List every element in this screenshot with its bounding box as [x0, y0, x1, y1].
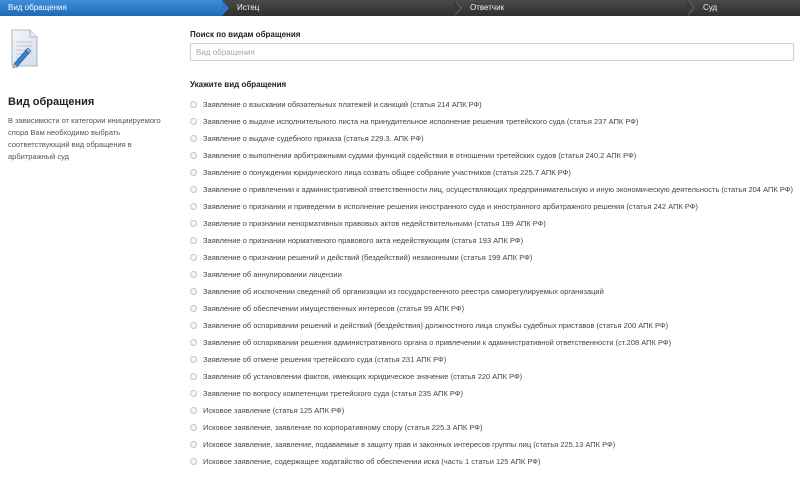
case-type-option[interactable]: [189, 164, 800, 181]
option-label: Заявление об исключении сведений об организации из государственного реестра саморегулируемых организаций: [203, 287, 604, 296]
sidebar-title: Вид обращения: [8, 96, 95, 108]
radio-button[interactable]: [190, 203, 197, 210]
case-type-option[interactable]: [189, 436, 800, 453]
case-type-option[interactable]: [189, 419, 800, 436]
search-input[interactable]: [190, 43, 794, 61]
option-label: Заявление об обеспечении имущественных интересов (статья 99 АПК РФ): [203, 304, 465, 313]
radio-button[interactable]: [190, 186, 197, 193]
document-edit-icon: [6, 26, 44, 70]
case-type-option[interactable]: [189, 334, 800, 351]
option-label: Заявление о взыскании обязательных платежей и санкций (статья 214 АПК РФ): [203, 100, 482, 109]
case-type-option[interactable]: [189, 198, 800, 215]
option-label: Заявление о признании решений и действий (бездействий) незаконными (статья 199 АПК РФ): [203, 253, 533, 262]
option-label: Заявление об оспаривании решения административного органа о привлечении к административной ответственности (ст.208 АПК РФ): [203, 338, 672, 347]
case-type-options: [189, 96, 800, 470]
case-type-option[interactable]: [189, 266, 800, 283]
radio-button[interactable]: [190, 390, 197, 397]
step-court[interactable]: [695, 0, 800, 16]
step-plaintiff[interactable]: [229, 0, 455, 16]
radio-button[interactable]: [190, 101, 197, 108]
option-label: Заявление о выдаче судебного приказа (статья 229.3. АПК РФ): [203, 134, 424, 143]
radio-button[interactable]: [190, 356, 197, 363]
radio-button[interactable]: [190, 288, 197, 295]
option-label: Заявление об оспаривании решений и действий (бездействия) должностного лица службы судебных приставов (статья 200 АПК РФ): [203, 321, 669, 330]
radio-button[interactable]: [190, 237, 197, 244]
case-type-option[interactable]: [189, 249, 800, 266]
case-type-option[interactable]: [189, 130, 800, 147]
radio-button[interactable]: [190, 254, 197, 261]
option-label: Исковое заявление, заявление, подаваемые в защиту прав и законных интересов группы лиц (статья 225.13 АПК РФ): [203, 440, 616, 449]
case-type-option[interactable]: [189, 351, 800, 368]
sidebar: [0, 16, 180, 487]
radio-button[interactable]: [190, 135, 197, 142]
option-label: Исковое заявление, содержащее ходатайство об обеспечении иска (часть 1 статьи 125 АПК РФ): [203, 457, 541, 466]
option-label: Заявление о привлечении к административной ответственности лиц, осуществляющих предпринимательскую и иную экономическую деятельность (статья 204 АПК РФ): [203, 185, 793, 194]
radio-button[interactable]: [190, 220, 197, 227]
step-label: Вид обращения: [8, 3, 67, 12]
option-label: Заявление о признании нормативного правового акта недействующим (статья 193 АПК РФ): [203, 236, 524, 245]
radio-button[interactable]: [190, 271, 197, 278]
radio-button[interactable]: [190, 458, 197, 465]
main-content: [189, 16, 800, 487]
step-arrow-divider-inner: [687, 0, 693, 16]
option-label: Заявление о выдаче исполнительного листа на принудительное исполнение решения третейского суда (статья 237 АПК РФ): [203, 117, 639, 126]
case-type-option[interactable]: [189, 385, 800, 402]
option-label: Заявление об аннулировании лицензии: [203, 270, 342, 279]
case-type-option[interactable]: [189, 181, 800, 198]
option-label: Заявление о признании и приведении в исполнение решения иностранного суда и иностранного арбитражного решения (статья 242 АПК РФ): [203, 202, 698, 211]
case-type-option[interactable]: [189, 113, 800, 130]
radio-button[interactable]: [190, 305, 197, 312]
case-type-option[interactable]: [189, 283, 800, 300]
option-label: Исковое заявление (статья 125 АПК РФ): [203, 406, 345, 415]
step-label: Истец: [237, 3, 260, 12]
case-type-option[interactable]: [189, 232, 800, 249]
radio-button[interactable]: [190, 407, 197, 414]
case-type-option[interactable]: [189, 402, 800, 419]
option-label: Заявление об установлении фактов, имеющих юридическое значение (статья 220 АПК РФ): [203, 372, 523, 381]
case-type-option[interactable]: [189, 300, 800, 317]
radio-button[interactable]: [190, 373, 197, 380]
option-label: Заявление об отмене решения третейского суда (статья 231 АПК РФ): [203, 355, 447, 364]
case-type-option[interactable]: [189, 215, 800, 232]
option-label: Заявление о понуждении юридического лица созвать общее собрание участников (статья 225.7 АПК РФ): [203, 168, 571, 177]
radio-button[interactable]: [190, 441, 197, 448]
step-arrow-divider-inner: [454, 0, 460, 16]
case-type-option[interactable]: [189, 368, 800, 385]
step-arrow-divider: [222, 0, 229, 16]
case-type-list-label: Укажите вид обращения: [190, 80, 287, 89]
wizard-step-bar: [0, 0, 800, 16]
radio-button[interactable]: [190, 118, 197, 125]
case-type-option[interactable]: [189, 453, 800, 470]
case-type-option[interactable]: [189, 317, 800, 334]
option-label: Заявление о признании ненормативных правовых актов недействительными (статья 199 АПК РФ): [203, 219, 546, 228]
radio-button[interactable]: [190, 339, 197, 346]
search-label: Поиск по видам обращения: [190, 30, 301, 39]
option-label: Заявление по вопросу компетенции третейского суда (статья 235 АПК РФ): [203, 389, 463, 398]
case-type-option[interactable]: [189, 96, 800, 113]
radio-button[interactable]: [190, 152, 197, 159]
radio-button[interactable]: [190, 169, 197, 176]
radio-button[interactable]: [190, 424, 197, 431]
option-label: Заявление о выполнении арбитражными судами функций содействия в отношении третейских судов (статья 240.2 АПК РФ): [203, 151, 637, 160]
step-label: Суд: [703, 3, 718, 12]
step-case-type[interactable]: [0, 0, 222, 16]
case-type-option[interactable]: [189, 147, 800, 164]
step-label: Ответчик: [470, 3, 505, 12]
sidebar-description: В зависимости от категории инициируемого спора Вам необходимо выбрать соответствующий вид обращения в арбитражный суд: [8, 116, 161, 161]
step-defendant[interactable]: [462, 0, 688, 16]
radio-button[interactable]: [190, 322, 197, 329]
option-label: Исковое заявление, заявление по корпоративному спору (статья 225.3 АПК РФ): [203, 423, 483, 432]
